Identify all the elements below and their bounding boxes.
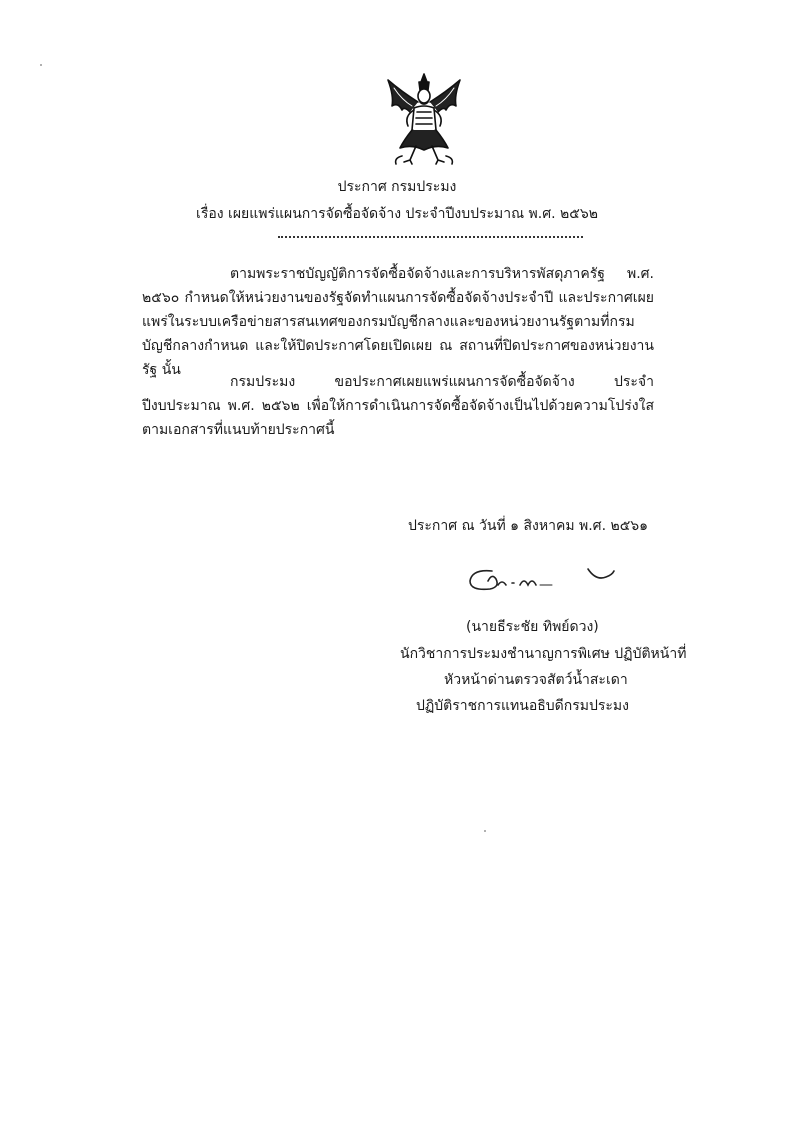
signatory-name: (นายธีระชัย ทิพย์ดวง) bbox=[466, 619, 599, 635]
body-paragraph-1: ตามพระราชบัญญัติการจัดซื้อจัดจ้างและการบริหารพัสดุภาครัฐ พ.ศ. ๒๕๖๐ กำหนดให้หน่วยงานของรัฐจัดทำแผนการจัดซื้อจัดจ้างประจำปี และประกาศเผยแพร่ในระบบเครือข่ายสารสนเทศของกรมบัญชีกลางและของหน่วยงานรัฐตามที่กรมบัญชีกลางกำหนด และให้ปิดประกาศโดยเปิดเผย ณ สถานที่ปิดประกาศของหน่วยงานรัฐ นั้น bbox=[142, 266, 654, 378]
garuda-emblem-icon bbox=[384, 72, 464, 166]
signatory-position-2: หัวหน้าด่านตรวจสัตว์น้ำสะเดา bbox=[444, 672, 628, 688]
scan-speck bbox=[484, 830, 486, 832]
scan-speck bbox=[40, 64, 42, 66]
announcement-title: ประกาศ กรมประมง bbox=[337, 179, 457, 195]
announcement-date: ประกาศ ณ วันที่ ๑ สิงหาคม พ.ศ. ๒๕๖๑ bbox=[408, 518, 649, 534]
announcement-subject: เรื่อง เผยแพร่แผนการจัดซื้อจัดจ้าง ประจำปีงบประมาณ พ.ศ. ๒๕๖๒ bbox=[196, 206, 598, 222]
body-paragraph-2: กรมประมง ขอประกาศเผยแพร่แผนการจัดซื้อจัดจ้าง ประจำปีงบประมาณ พ.ศ. ๒๕๖๒ เพื่อให้การดำเนินการจัดซื้อจัดจ้างเป็นไปด้วยความโปร่งใส ตามเอกสารที่แนบท้ายประกาศนี้ bbox=[142, 374, 654, 438]
signatory-position-1: นักวิชาการประมงชำนาญการพิเศษ ปฏิบัติหน้าที่ bbox=[400, 646, 687, 662]
handwritten-signature bbox=[466, 563, 616, 597]
dotted-divider bbox=[278, 236, 583, 238]
signatory-position-3: ปฏิบัติราชการแทนอธิบดีกรมประมง bbox=[416, 698, 629, 714]
